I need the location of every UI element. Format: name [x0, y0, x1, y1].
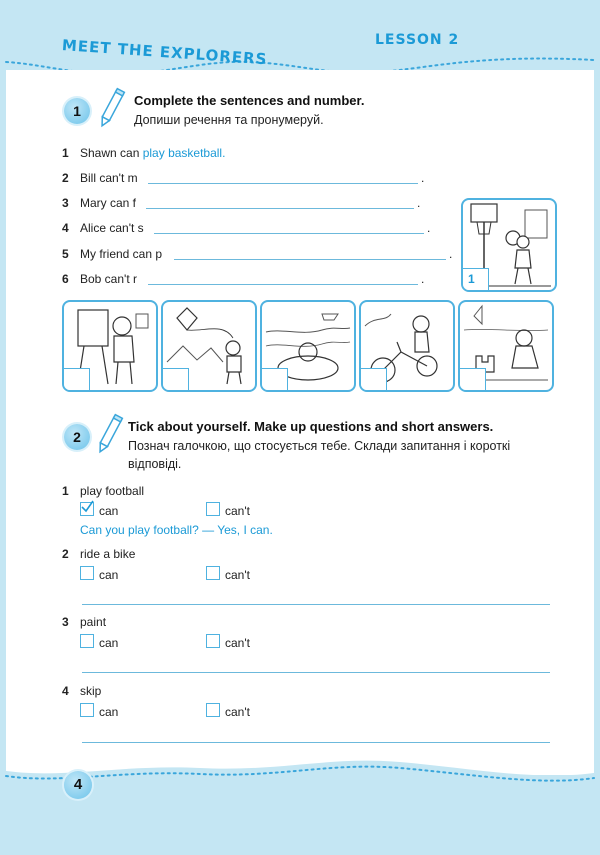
sentence-number: 6 — [62, 272, 69, 286]
cant-label: can't — [225, 636, 250, 650]
period: . — [449, 247, 453, 261]
answer-line[interactable] — [174, 259, 446, 260]
can-label: can — [99, 636, 119, 650]
item-2-title — [62, 547, 135, 561]
exercise-1-instruction: Complete the sentences and number. — [134, 93, 365, 108]
period: . — [417, 196, 421, 210]
item-number: 1 — [62, 484, 69, 498]
answer-line[interactable] — [146, 208, 414, 209]
sentence-6 — [62, 272, 137, 288]
exercise-1-instruction-ua: Допиши речення та пронумеруй. — [134, 113, 324, 127]
item-4-title — [62, 684, 101, 698]
sentence-number: 1 — [62, 146, 69, 160]
item-number: 4 — [62, 684, 69, 698]
picture-basketball — [461, 198, 557, 292]
answer-line[interactable] — [148, 284, 418, 285]
item-number: 3 — [62, 615, 69, 629]
answer-line[interactable] — [82, 672, 550, 673]
cant-checkbox[interactable] — [206, 703, 220, 717]
sentence-text: Mary can f — [80, 196, 137, 210]
can-checkbox[interactable] — [80, 703, 94, 717]
sentence-text: Bob can't r — [80, 272, 137, 286]
exercise-2-number: 2 — [64, 424, 90, 450]
sentence-number: 2 — [62, 171, 69, 185]
item-1-title — [62, 484, 144, 498]
picture-number-box[interactable] — [163, 368, 189, 390]
sentence-answer: play basketball. — [142, 146, 226, 160]
exercise-2-instruction: Tick about yourself. Make up questions and short answers. — [128, 419, 494, 434]
sentence-4 — [62, 221, 144, 237]
answer-line[interactable] — [82, 604, 550, 605]
can-checkbox[interactable] — [80, 566, 94, 580]
sentence-text: Alice can't s — [80, 221, 144, 235]
cant-label: can't — [225, 504, 250, 518]
can-checkbox[interactable] — [80, 634, 94, 648]
pencil-icon — [96, 86, 126, 132]
sentence-5 — [62, 247, 162, 263]
cant-checkbox[interactable] — [206, 634, 220, 648]
picture-swimming — [260, 300, 356, 392]
sentence-1 — [62, 146, 225, 162]
picture-sandcastle — [458, 300, 554, 392]
example-answer: Can you play football? — Yes, I can. — [80, 523, 273, 537]
item-label: ride a bike — [80, 547, 136, 561]
picture-number-box[interactable] — [64, 368, 90, 390]
sentence-text: Bill can't m — [80, 171, 138, 185]
answer-line[interactable] — [154, 233, 424, 234]
check-icon — [80, 500, 94, 514]
sentence-text: My friend can p — [80, 247, 163, 261]
footer-band — [0, 750, 600, 855]
item-label: skip — [80, 684, 102, 698]
sentence-3 — [62, 196, 136, 212]
can-label: can — [99, 705, 119, 719]
exercise-2-instruction-ua: Познач галочкою, що стосується тебе. Склади запитання і короткі — [128, 439, 511, 453]
answer-line[interactable] — [82, 742, 550, 743]
exercise-2-instruction-ua-2: відповіді. — [128, 457, 182, 471]
exercise-1-number: 1 — [64, 98, 90, 124]
sentence-number: 5 — [62, 247, 69, 261]
item-number: 2 — [62, 547, 69, 561]
picture-bike — [359, 300, 455, 392]
sentence-number: 3 — [62, 196, 69, 210]
sentence-text: Shawn can — [80, 146, 143, 160]
item-3-title — [62, 615, 106, 629]
picture-kite — [161, 300, 257, 392]
can-checkbox-checked[interactable] — [80, 502, 94, 516]
item-label: paint — [80, 615, 107, 629]
picture-number-box[interactable] — [262, 368, 288, 390]
sentence-2 — [62, 171, 138, 187]
cant-checkbox[interactable] — [206, 566, 220, 580]
cant-label: can't — [225, 705, 250, 719]
picture-number-box[interactable] — [361, 368, 387, 390]
period: . — [421, 171, 425, 185]
answer-line[interactable] — [148, 183, 418, 184]
page-number: 4 — [64, 771, 92, 799]
period: . — [421, 272, 425, 286]
picture-painting — [62, 300, 158, 392]
sentence-number: 4 — [62, 221, 69, 235]
picture-number-box[interactable] — [460, 368, 486, 390]
can-label: can — [99, 568, 119, 582]
cant-checkbox[interactable] — [206, 502, 220, 516]
period: . — [427, 221, 431, 235]
cant-label: can't — [225, 568, 250, 582]
header-title: MEET THE EXPLORERS — [61, 36, 268, 69]
item-label: play football — [80, 484, 145, 498]
pencil-icon — [94, 412, 124, 458]
can-label: can — [99, 504, 119, 518]
picture-number-box[interactable]: 1 — [463, 268, 489, 290]
lesson-label: LESSON 2 — [375, 32, 460, 48]
